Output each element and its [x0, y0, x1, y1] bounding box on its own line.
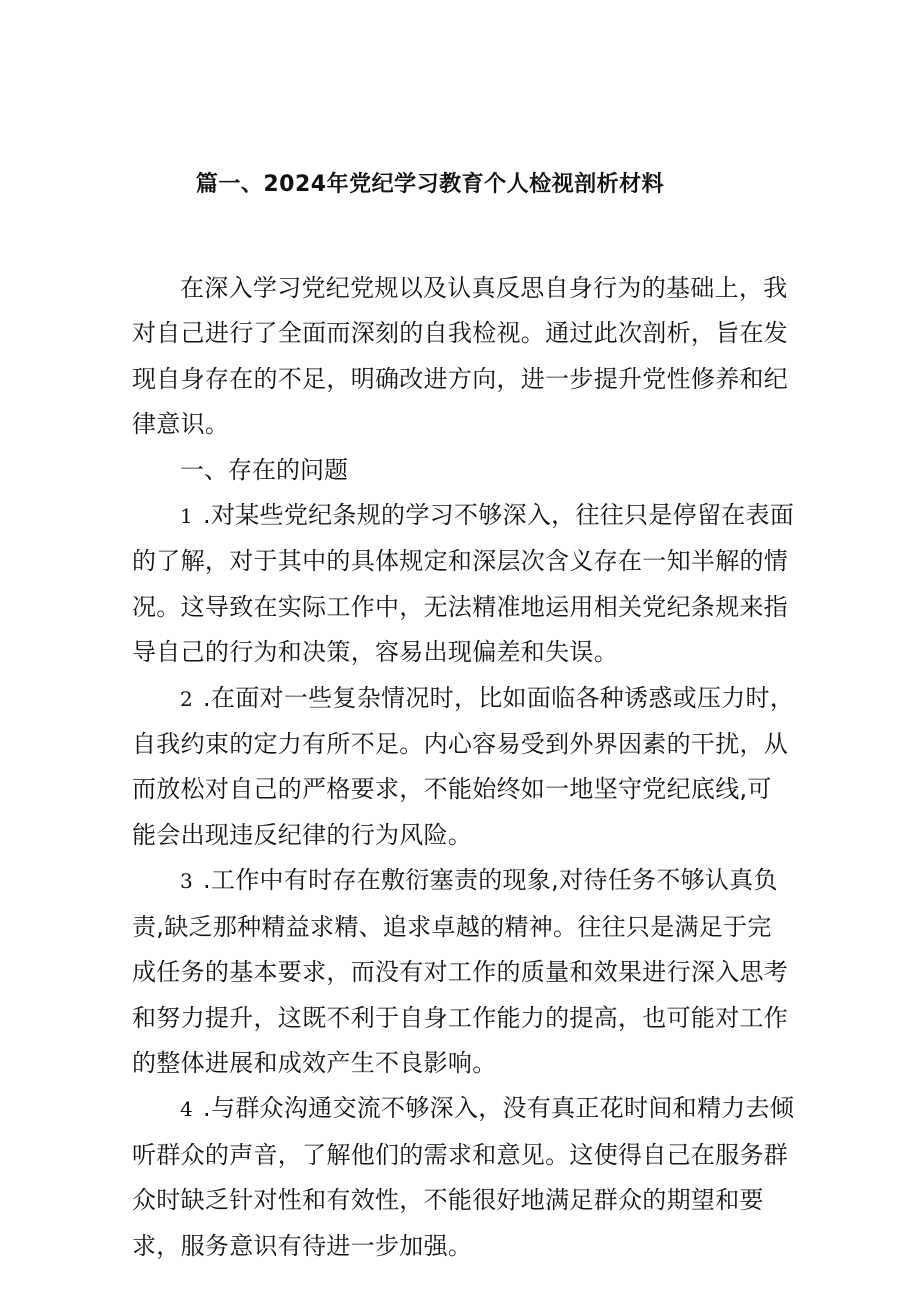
item-number: 2: [180, 686, 194, 711]
document-title: 篇一、2024年党纪学习教育个人检视剖析材料: [195, 172, 665, 197]
list-item: [132, 493, 796, 676]
list-item: [132, 858, 796, 1086]
list-item: [132, 1086, 796, 1269]
item-number: 3: [180, 869, 194, 894]
list-item: [132, 676, 796, 859]
item-text: .与群众沟通交流不够深入，没有真正花时间和精力去倾听群众的声音，了解他们的需求和意见。这使得自己在服务群众时缺乏针对性和有效性，不能很好地满足群众的期望和要求，服务意识有待进一步加强。: [132, 1094, 795, 1260]
document-body: [132, 266, 796, 1269]
section-heading: 一、存在的问题: [180, 455, 348, 484]
intro-paragraph: 在深入学习党纪党规以及认真反思自身行为的基础上，我对自己进行了全面而深刻的自我检视。通过此次剖析，旨在发现自身存在的不足，明确改进方向，进一步提升党性修养和纪律意识。: [132, 274, 789, 439]
item-text: .工作中有时存在敷衍塞责的现象,对待任务不够认真负责,缺乏那种精益求精、追求卓越的精神。往往只是满足于完成任务的基本要求，而没有对工作的质量和效果进行深入思考和努力提升，这既不利于自身工作能力的提高，也可能对工作的整体进展和成效产生不良影响。: [132, 866, 789, 1077]
item-number: 4: [180, 1097, 194, 1122]
item-number: 1: [180, 504, 194, 529]
item-text: .在面对一些复杂情况时，比如面临各种诱惑或压力时，自我约束的定力有所不足。内心容易受到外界因素的干扰，从而放松对自己的严格要求，不能始终如一地坚守党纪底线,可能会出现违反纪律的行为风险。: [132, 683, 795, 849]
item-text: .对某些党纪条规的学习不够深入，往往只是停留在表面的了解，对于其中的具体规定和深层次含义存在一知半解的情况。这导致在实际工作中，无法精准地运用相关党纪条规来指导自己的行为和决策，容易出现偏差和失误。: [132, 501, 795, 667]
